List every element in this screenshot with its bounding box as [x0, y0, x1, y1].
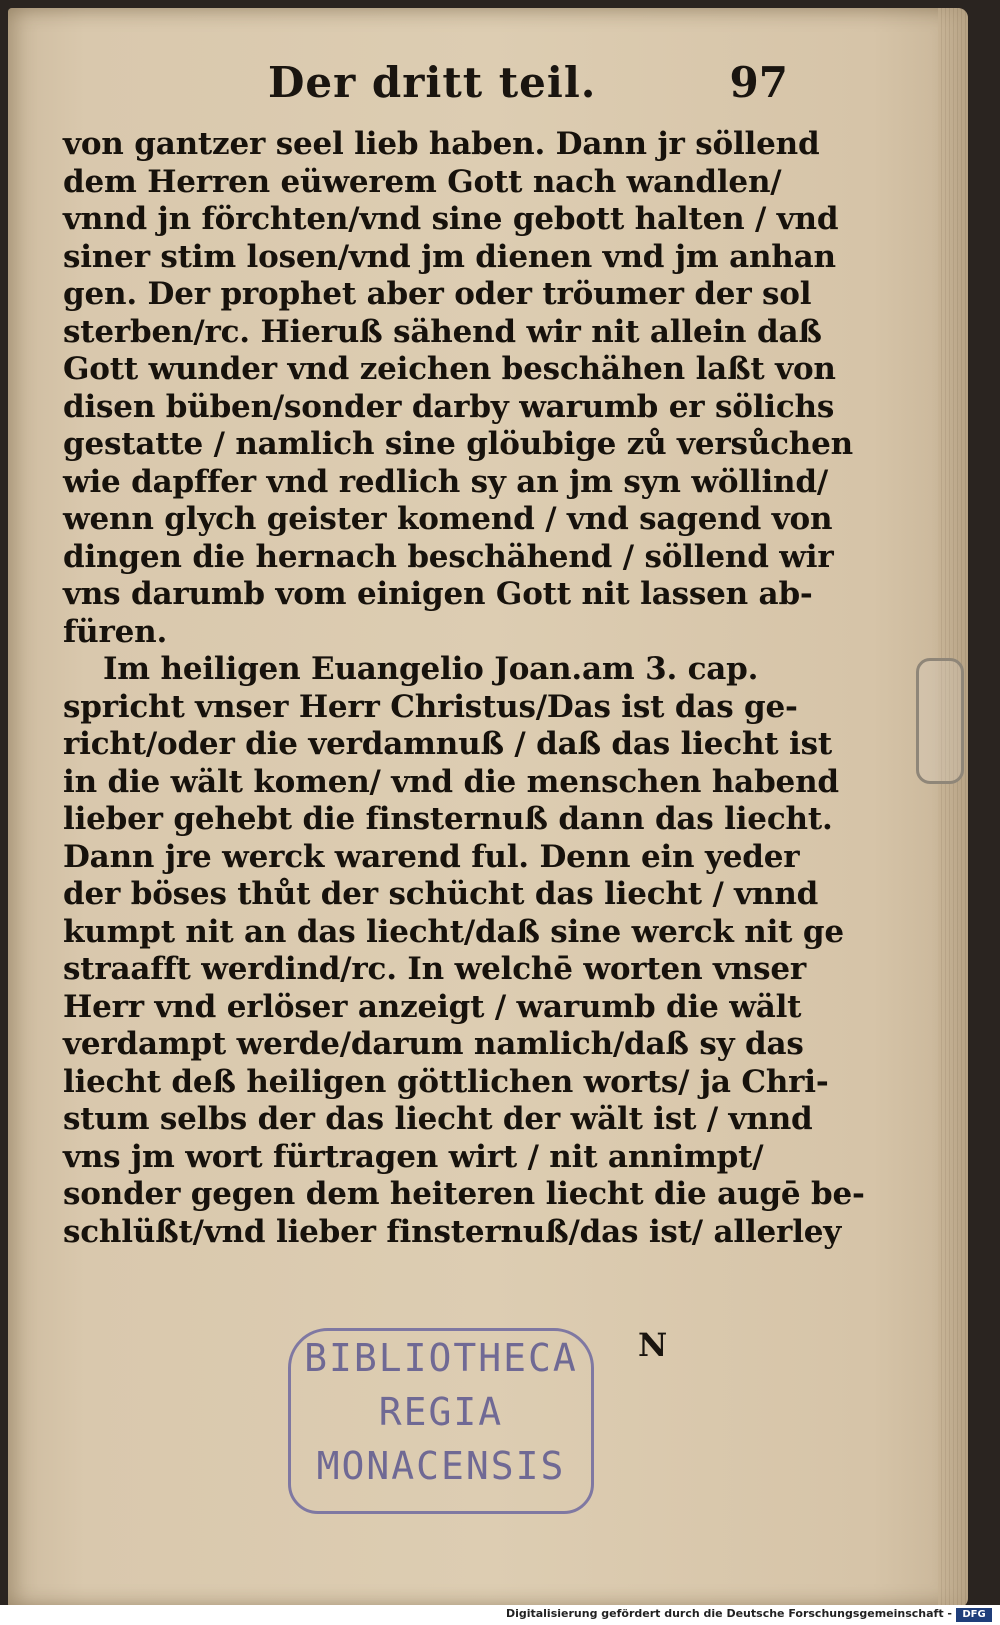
text-line: stum selbs der das liecht der wält ist / vnnd: [63, 1101, 813, 1137]
text-line: in die wält komen/ vnd die menschen habend: [63, 763, 839, 800]
text-line: lieber gehebt die finsternuß dann das liecht.: [63, 801, 833, 837]
text-line: Herr vnd erlöser anzeigt / warumb die wält: [63, 988, 802, 1025]
page-edges: [938, 8, 968, 1608]
text-line: füren.: [63, 613, 168, 650]
text-line: wenn glych geister komend / vnd sagend von: [63, 501, 833, 537]
text-line: siner stim losen/vnd jm dienen vnd jm anhan: [63, 238, 836, 275]
page-clip: [916, 658, 964, 784]
text-line: straafft werdind/rc. In welchē worten vnser: [63, 951, 807, 987]
text-line: liecht deß heiligen göttlichen worts/ ja Chri-: [63, 1063, 829, 1100]
body-text: [63, 126, 865, 1251]
text-line: von gantzer seel lieb haben. Dann jr söllend: [63, 126, 820, 162]
text-line: Im heiligen Euangelio Joan.am 3. cap.: [103, 651, 759, 687]
text-line: verdampt werde/darum namlich/daß sy das: [63, 1026, 804, 1062]
text-line: gestatte / namlich sine glöubige zů versůchen: [63, 426, 853, 462]
text-line: der böses thůt der schücht das liecht / vnnd: [63, 876, 819, 912]
text-line: dingen die hernach beschähend / söllend wir: [63, 538, 834, 575]
stamp-line-1: BIBLIOTHECA: [304, 1336, 578, 1380]
page-header: [268, 58, 788, 118]
page-number: 97: [729, 58, 788, 107]
text-line: disen büben/sonder darby warumb er sölichs: [63, 388, 835, 425]
running-head: Der dritt teil.: [268, 58, 597, 107]
text-line: vns jm wort fürtragen wirt / nit annimpt/: [63, 1138, 764, 1175]
text-line: schlüßt/vnd lieber finsternuß/das ist/ allerley: [63, 1213, 842, 1250]
stamp-line-3: MONACENSIS: [316, 1444, 566, 1488]
text-line: wie dapffer vnd redlich sy an jm syn wöllind/: [63, 463, 828, 500]
text-line: vns darumb vom einigen Gott nit lassen ab-: [63, 576, 813, 612]
library-stamp: [288, 1328, 594, 1514]
text-line: Dann jre werck warend ful. Denn ein yeder: [63, 838, 800, 875]
text-line: Gott wunder vnd zeichen beschähen laßt von: [63, 351, 836, 387]
stamp-line-2: REGIA: [378, 1390, 504, 1434]
text-line: richt/oder die verdamnuß / daß das liecht ist: [63, 726, 832, 762]
text-line: gen. Der prophet aber oder tröumer der sol: [63, 276, 812, 312]
text-line: sterben/rc. Hieruß sähend wir nit allein daß: [63, 313, 822, 350]
catchword: N: [638, 1326, 668, 1364]
footer-credit: Digitalisierung gefördert durch die Deutsche Forschungsgemeinschaft -: [505, 1607, 952, 1620]
text-line: spricht vnser Herr Christus/Das ist das ge-: [63, 688, 798, 725]
text-line: kumpt nit an das liecht/daß sine werck nit ge: [63, 913, 844, 950]
text-line: dem Herren eüwerem Gott nach wandlen/: [63, 163, 782, 200]
dfg-logo: DFG: [956, 1608, 992, 1622]
text-line: sonder gegen dem heiteren liecht die augē be-: [63, 1176, 865, 1212]
text-line: vnnd jn förchten/vnd sine gebott halten / vnd: [63, 201, 839, 237]
book-page: [8, 8, 968, 1608]
footer-bar: [0, 1605, 1000, 1625]
